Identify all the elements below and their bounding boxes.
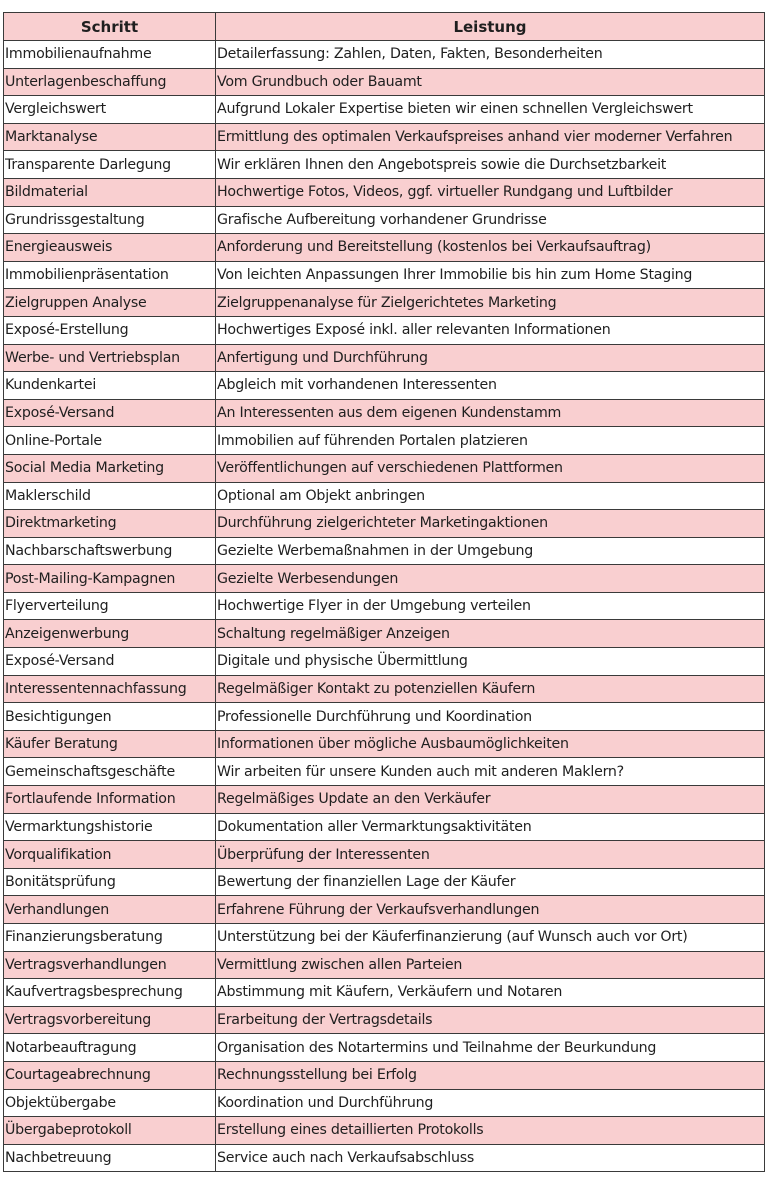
table-row (4, 565, 765, 593)
table-row (4, 454, 765, 482)
service-cell: Immobilien auf führenden Portalen platzieren (216, 427, 765, 455)
service-cell: Gezielte Werbesendungen (216, 565, 765, 593)
service-cell: Organisation des Notartermins und Teilnahme der Beurkundung (216, 1034, 765, 1062)
header-step: Schritt (4, 13, 216, 41)
service-cell: Veröffentlichungen auf verschiedenen Plattformen (216, 454, 765, 482)
step-cell: Kundenkartei (4, 372, 216, 400)
step-cell: Besichtigungen (4, 703, 216, 731)
step-cell: Verhandlungen (4, 896, 216, 924)
table-row (4, 206, 765, 234)
service-cell: Koordination und Durchführung (216, 1089, 765, 1117)
services-table (3, 12, 765, 1172)
step-cell: Zielgruppen Analyse (4, 289, 216, 317)
service-cell: Service auch nach Verkaufsabschluss (216, 1144, 765, 1172)
table-row (4, 648, 765, 676)
step-cell: Nachbarschaftswerbung (4, 537, 216, 565)
step-cell: Finanzierungsberatung (4, 924, 216, 952)
table-row (4, 675, 765, 703)
table-row (4, 510, 765, 538)
service-cell: Anfertigung und Durchführung (216, 344, 765, 372)
table-row (4, 841, 765, 869)
table-row (4, 786, 765, 814)
service-cell: Erfahrene Führung der Verkaufsverhandlungen (216, 896, 765, 924)
step-cell: Transparente Darlegung (4, 151, 216, 179)
table-row (4, 96, 765, 124)
table-row (4, 896, 765, 924)
service-cell: Zielgruppenanalyse für Zielgerichtetes Marketing (216, 289, 765, 317)
step-cell: Übergabeprotokoll (4, 1117, 216, 1145)
service-cell: Detailerfassung: Zahlen, Daten, Fakten, Besonderheiten (216, 41, 765, 69)
table-row (4, 868, 765, 896)
step-cell: Post-Mailing-Kampagnen (4, 565, 216, 593)
step-cell: Nachbetreuung (4, 1144, 216, 1172)
service-cell: Schaltung regelmäßiger Anzeigen (216, 620, 765, 648)
service-cell: Optional am Objekt anbringen (216, 482, 765, 510)
table-row (4, 372, 765, 400)
step-cell: Vorqualifikation (4, 841, 216, 869)
service-cell: Vom Grundbuch oder Bauamt (216, 68, 765, 96)
table-row (4, 344, 765, 372)
service-cell: Hochwertige Fotos, Videos, ggf. virtueller Rundgang und Luftbilder (216, 178, 765, 206)
table-row (4, 592, 765, 620)
step-cell: Anzeigenwerbung (4, 620, 216, 648)
header-row (4, 13, 765, 41)
service-cell: Durchführung zielgerichteter Marketingaktionen (216, 510, 765, 538)
step-cell: Exposé-Versand (4, 399, 216, 427)
step-cell: Bildmaterial (4, 178, 216, 206)
table-row (4, 1006, 765, 1034)
service-cell: Erstellung eines detaillierten Protokolls (216, 1117, 765, 1145)
service-cell: Erarbeitung der Vertragsdetails (216, 1006, 765, 1034)
table-row (4, 178, 765, 206)
table-row (4, 234, 765, 262)
table-row (4, 482, 765, 510)
step-cell: Immobilienpräsentation (4, 261, 216, 289)
table-row (4, 261, 765, 289)
service-cell: Bewertung der finanziellen Lage der Käufer (216, 868, 765, 896)
step-cell: Flyerverteilung (4, 592, 216, 620)
service-cell: Hochwertige Flyer in der Umgebung verteilen (216, 592, 765, 620)
service-cell: Informationen über mögliche Ausbaumöglichkeiten (216, 730, 765, 758)
service-cell: Von leichten Anpassungen Ihrer Immobilie bis hin zum Home Staging (216, 261, 765, 289)
table-row (4, 979, 765, 1007)
step-cell: Social Media Marketing (4, 454, 216, 482)
step-cell: Marktanalyse (4, 123, 216, 151)
service-cell: Abgleich mit vorhandenen Interessenten (216, 372, 765, 400)
table-row (4, 951, 765, 979)
step-cell: Immobilienaufnahme (4, 41, 216, 69)
table-row (4, 151, 765, 179)
service-cell: Grafische Aufbereitung vorhandener Grundrisse (216, 206, 765, 234)
step-cell: Exposé-Erstellung (4, 316, 216, 344)
service-cell: Dokumentation aller Vermarktungsaktivitäten (216, 813, 765, 841)
service-cell: Hochwertiges Exposé inkl. aller relevanten Informationen (216, 316, 765, 344)
service-cell: Aufgrund Lokaler Expertise bieten wir einen schnellen Vergleichswert (216, 96, 765, 124)
step-cell: Energieausweis (4, 234, 216, 262)
step-cell: Fortlaufende Information (4, 786, 216, 814)
step-cell: Vermarktungshistorie (4, 813, 216, 841)
table-row (4, 703, 765, 731)
table-row (4, 537, 765, 565)
step-cell: Direktmarketing (4, 510, 216, 538)
service-cell: Unterstützung bei der Käuferfinanzierung (auf Wunsch auch vor Ort) (216, 924, 765, 952)
table-row (4, 289, 765, 317)
step-cell: Käufer Beratung (4, 730, 216, 758)
table-row (4, 123, 765, 151)
step-cell: Gemeinschaftsgeschäfte (4, 758, 216, 786)
step-cell: Maklerschild (4, 482, 216, 510)
table-row (4, 41, 765, 69)
service-cell: Rechnungsstellung bei Erfolg (216, 1061, 765, 1089)
table-row (4, 316, 765, 344)
table-row (4, 68, 765, 96)
table-row (4, 620, 765, 648)
table-row (4, 427, 765, 455)
table-row (4, 730, 765, 758)
service-cell: Überprüfung der Interessenten (216, 841, 765, 869)
header-service: Leistung (216, 13, 765, 41)
service-cell: Wir arbeiten für unsere Kunden auch mit anderen Maklern? (216, 758, 765, 786)
step-cell: Vergleichswert (4, 96, 216, 124)
step-cell: Exposé-Versand (4, 648, 216, 676)
step-cell: Werbe- und Vertriebsplan (4, 344, 216, 372)
step-cell: Bonitätsprüfung (4, 868, 216, 896)
service-cell: Professionelle Durchführung und Koordination (216, 703, 765, 731)
step-cell: Grundrissgestaltung (4, 206, 216, 234)
table-row (4, 1144, 765, 1172)
table-row (4, 1089, 765, 1117)
service-cell: An Interessenten aus dem eigenen Kundenstamm (216, 399, 765, 427)
service-cell: Regelmäßiges Update an den Verkäufer (216, 786, 765, 814)
table-row (4, 924, 765, 952)
step-cell: Courtageabrechnung (4, 1061, 216, 1089)
table-row (4, 1061, 765, 1089)
step-cell: Notarbeauftragung (4, 1034, 216, 1062)
step-cell: Interessentennachfassung (4, 675, 216, 703)
step-cell: Objektübergabe (4, 1089, 216, 1117)
step-cell: Kaufvertragsbesprechung (4, 979, 216, 1007)
step-cell: Unterlagenbeschaffung (4, 68, 216, 96)
table-body (4, 41, 765, 1172)
service-cell: Anforderung und Bereitstellung (kostenlos bei Verkaufsauftrag) (216, 234, 765, 262)
service-cell: Vermittlung zwischen allen Parteien (216, 951, 765, 979)
table-row (4, 813, 765, 841)
table-row (4, 1034, 765, 1062)
service-cell: Digitale und physische Übermittlung (216, 648, 765, 676)
step-cell: Vertragsverhandlungen (4, 951, 216, 979)
table-row (4, 399, 765, 427)
table-row (4, 1117, 765, 1145)
step-cell: Online-Portale (4, 427, 216, 455)
service-cell: Regelmäßiger Kontakt zu potenziellen Käufern (216, 675, 765, 703)
table-row (4, 758, 765, 786)
service-cell: Wir erklären Ihnen den Angebotspreis sowie die Durchsetzbarkeit (216, 151, 765, 179)
step-cell: Vertragsvorbereitung (4, 1006, 216, 1034)
service-cell: Gezielte Werbemaßnahmen in der Umgebung (216, 537, 765, 565)
service-cell: Ermittlung des optimalen Verkaufspreises anhand vier moderner Verfahren (216, 123, 765, 151)
service-cell: Abstimmung mit Käufern, Verkäufern und Notaren (216, 979, 765, 1007)
